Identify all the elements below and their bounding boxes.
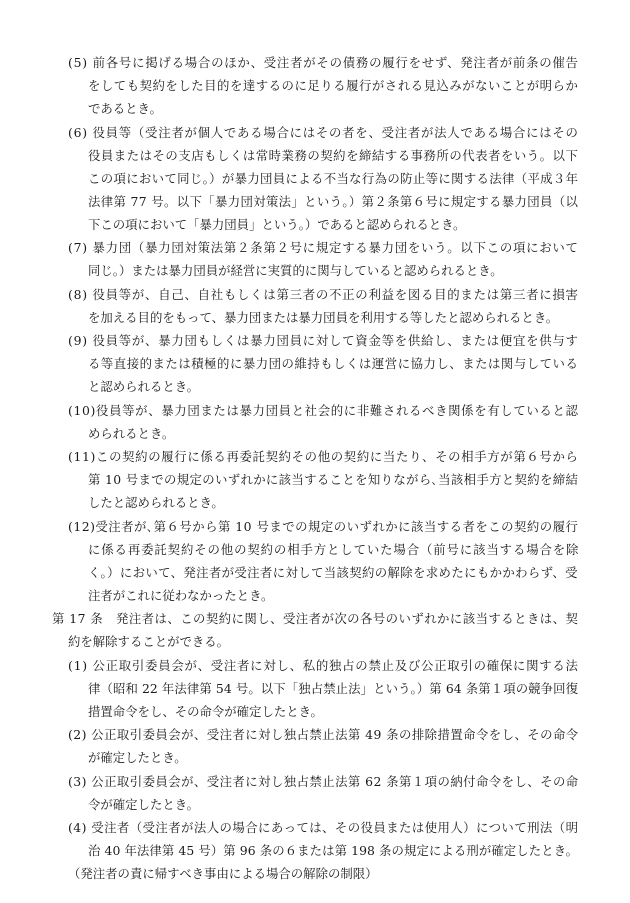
text-line: 措置命令をし、その命令が確定したとき。 (88, 704, 323, 719)
text-line: められるとき。 (88, 426, 175, 441)
text-line: 約を解除することができる。 (68, 634, 230, 649)
text-line: (10)役員等が、暴力団または暴力団員と社会的に非難されるべき関係を有していると認 (68, 403, 579, 418)
text-line: 第 10 号までの規定のいずれかに該当することを知りながら､当該相手方と契約を締結 (88, 472, 579, 487)
text-line: (9) 役員等が、暴力団もしくは暴力団員に対して資金等を供給し、または便宜を供与す (68, 333, 579, 348)
text-line: 令が確定したとき。 (88, 797, 200, 812)
text-line: 注者がこれに従わなかったとき。 (88, 588, 274, 603)
text-line: と認められるとき。 (88, 379, 200, 394)
text-line: (4) 受注者（受注者が法人の場合にあっては、その役員または使用人）について刑法（明 (68, 820, 579, 835)
text-line: (1) 公正取引委員会が、受注者に対し、私的独占の禁止及び公正取引の確保に関する法 (68, 658, 579, 673)
text-line: をしても契約をした目的を達するのに足りる履行がされる見込みがないことが明らか (88, 78, 579, 93)
text-line: (8) 役員等が、自己、自社もしくは第三者の不正の利益を図る目的または第三者に損害 (68, 287, 579, 302)
text-line: に係る再委託契約その他の契約の相手方としていた場合（前号に該当する場合を除 (88, 542, 580, 557)
text-line: したと認められるとき。 (88, 495, 224, 510)
text-line: 同じ。）または暴力団員が経営に実質的に関与していると認められるとき。 (88, 263, 503, 278)
section-caption: （発注者の責に帰すべき事由による場合の解除の制限） (68, 866, 378, 881)
text-line: (11)この契約の履行に係る再委託契約その他の契約に当たり、その相手方が第６号から (68, 449, 579, 464)
text-line: (2) 公正取引委員会が、受注者に対し独占禁止法第 49 条の排除措置命令をし、その命令 (68, 727, 579, 742)
text-line: る等直接的または積極的に暴力団の維持もしくは運営に協力し、または関与している (88, 356, 579, 371)
text-line: (7) 暴力団（暴力団対策法第２条第２号に規定する暴力団をいう。以下この項において (68, 240, 579, 255)
text-line: 法律第 77 号。以下「暴力団対策法」という。）第２条第６号に規定する暴力団員（以 (88, 194, 579, 209)
text-line: 治 40 年法律第 45 号）第 96 条の６または第 198 条の規定による刑が確定したとき。 (88, 843, 579, 858)
article-heading: 第 17 条 発注者は、この契約に関し、受注者が次の各号のいずれかに該当するときは、契 (52, 611, 579, 626)
text-line: (12)受注者が､第６号から第 10 号までの規定のいずれかに該当する者をこの契約の履行 (68, 519, 579, 534)
text-line: く。）において、発注者が受注者に対して当該契約の解除を求めたにもかかわらず、受 (88, 565, 578, 580)
text-line: 役員またはその支店もしくは常時業務の契約を締結する事務所の代表者をいう。以下 (88, 148, 579, 163)
text-line: 下この項において「暴力団員」という。）であると認められるとき。 (88, 217, 466, 232)
text-line: であるとき。 (88, 101, 162, 116)
text-line: (3) 公正取引委員会が、受注者に対し独占禁止法第 62 条第１項の納付命令をし、その命 (68, 774, 579, 789)
text-line: この項において同じ。）が暴力団員による不当な行為の防止等に関する法律（平成３年 (88, 171, 579, 186)
text-line: (5) 前各号に掲げる場合のほか、受注者がその債務の履行をせず、発注者が前条の催告 (68, 55, 579, 70)
text-line: (6) 役員等（受注者が個人である場合にはその者を、受注者が法人である場合にはその (68, 125, 579, 140)
text-line: 律（昭和 22 年法律第 54 号。以下「独占禁止法」という。）第 64 条第１項の競争回復 (88, 681, 579, 696)
text-line: が確定したとき。 (88, 750, 187, 765)
text-line: を加える目的をもって、暴力団または暴力団員を利用する等したと認められるとき。 (88, 310, 559, 325)
